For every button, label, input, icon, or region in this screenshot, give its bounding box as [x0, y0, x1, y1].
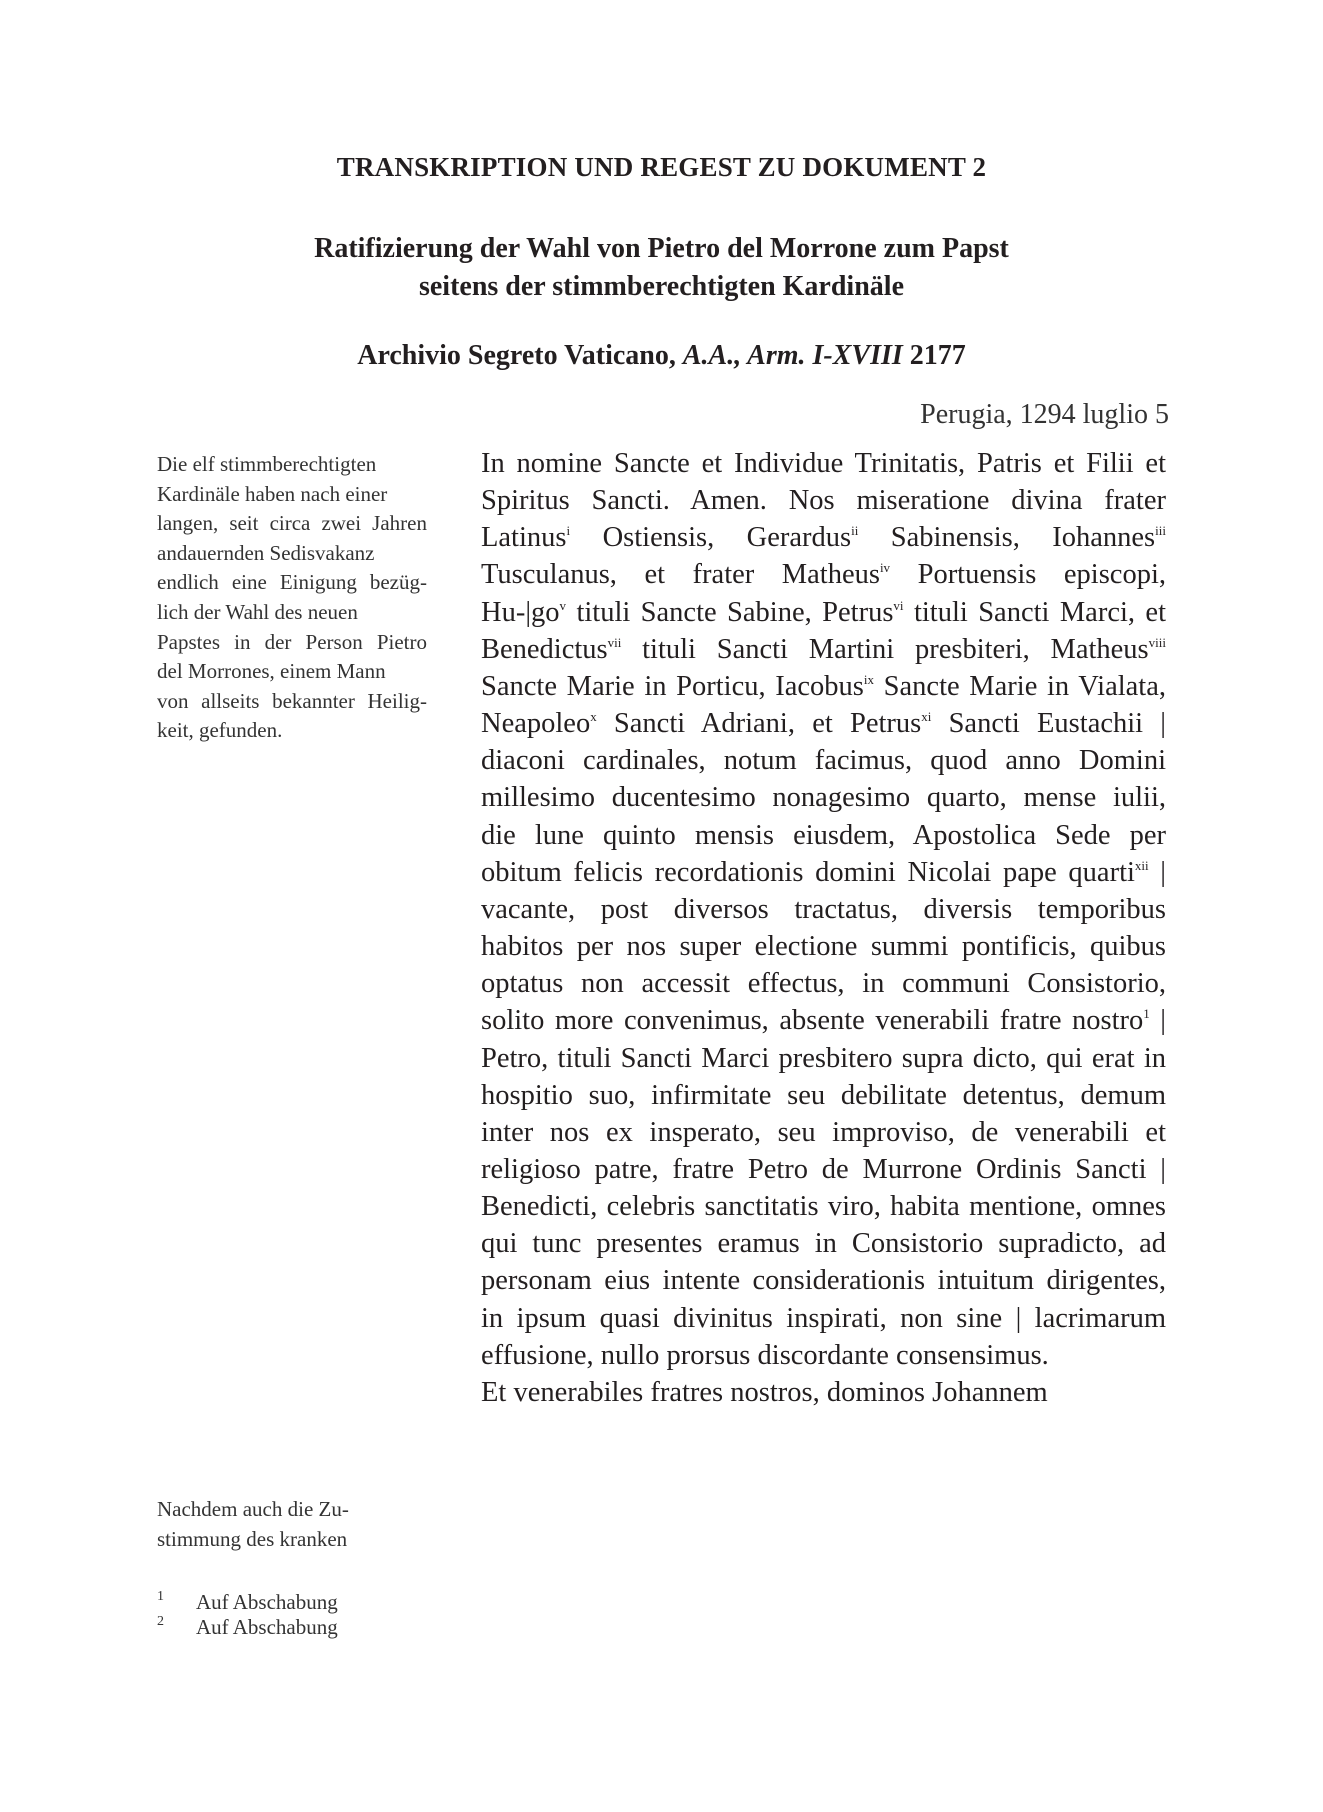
text-line: Spiritus Sancti. Amen. Nos miseratione divina frater: [481, 485, 1166, 517]
text-line: inter nos ex insperato, seu improviso, de venerabili et: [481, 1116, 1166, 1148]
regest-line: Nachdem auch die Zu-: [157, 1497, 349, 1521]
text-line: effusione, nullo prorsus discordante consensimus.: [481, 1339, 1049, 1371]
document-title-line-2: seitens der stimmberechtigten Kardinäle: [418, 271, 904, 302]
note-marker: iv: [879, 560, 891, 576]
transcription-text: [481, 445, 1166, 1411]
page-title: TRANSKRIPTION UND REGEST ZU DOKUMENT 2: [336, 152, 987, 182]
text-line: in ipsum quasi divinitus inspirati, non sine | lacrimarum: [481, 1302, 1166, 1334]
regest-line: Papstes in der Person Pietro: [157, 629, 427, 654]
regest-line: andauernden Sedisvakanz: [157, 540, 375, 565]
note-marker: xi: [921, 709, 932, 725]
text-line: hospitio suo, infirmitate seu debilitate detentus, demum: [481, 1079, 1166, 1111]
archive-reference: [0, 340, 1323, 372]
text-line: diaconi cardinales, notum facimus, quod anno Domini: [481, 745, 1166, 777]
archive-name: Archivio Segreto Vaticano,: [357, 340, 676, 371]
footnote-text: Auf Abschabung: [196, 1615, 338, 1639]
text-line: vacante, post diversos tractatus, diversis temporibus: [481, 893, 1166, 925]
regest-line: lich der Wahl des neuen: [157, 599, 358, 624]
text-line: optatus non accessit effectus, in communi Consistorio,: [481, 968, 1166, 1000]
regest-line: endlich eine Einigung bezüg-: [157, 570, 427, 595]
regest-margin-note-1: [157, 450, 427, 746]
footnote-marker: 1: [1143, 1006, 1150, 1022]
footnote-number: 1: [157, 1589, 164, 1604]
note-marker: ii: [851, 523, 859, 539]
regest-margin-note-2: [157, 1495, 427, 1554]
text-line: solito more convenimus, absente venerabili fratre nostro$^1$ |: [481, 1005, 1166, 1037]
note-marker: vi: [893, 597, 904, 613]
footnote: [157, 1590, 338, 1615]
document-title-line-1: Ratifizierung der Wahl von Pietro del Morrone zum Papst: [314, 233, 1009, 264]
footnote-text: Auf Abschabung: [196, 1590, 338, 1614]
text-line: Latinus$^i$ Ostiensis, Gerardus$^{ii}$ Sabinensis, Iohannes$^{iii}$: [481, 522, 1166, 554]
text-line: Benedicti, celebris sanctitatis viro, habita mentione, omnes: [481, 1191, 1166, 1223]
note-marker: x: [590, 709, 597, 725]
text-line: millesimo ducentesimo nonagesimo quarto, mense iulii,: [481, 782, 1166, 814]
document-title: [0, 230, 1323, 306]
note-marker: xii: [1134, 857, 1149, 873]
text-line: qui tunc presentes eramus in Consistorio supradicto, ad: [481, 1228, 1166, 1260]
text-line: religioso patre, fratre Petro de Murrone Ordinis Sancti |: [481, 1153, 1166, 1185]
text-line: Sancte Marie in Porticu, Iacobus$^{ix}$ Sancte Marie in Vialata,: [481, 670, 1166, 702]
footnotes: [157, 1590, 338, 1640]
note-marker: vii: [607, 634, 622, 650]
regest-line: stimmung des kranken: [157, 1526, 348, 1551]
archive-number: 2177: [909, 340, 966, 371]
text-line: Petro, tituli Sancti Marci presbitero supra dicto, qui erat in: [481, 1042, 1166, 1074]
text-line: Benedictus$^{vii}$ tituli Sancti Martini presbiteri, Matheus$^{viii}$: [481, 633, 1166, 665]
text-line: die lune quinto mensis eiusdem, Apostolica Sede per: [481, 819, 1166, 851]
regest-line: langen, seit circa zwei Jahren: [157, 511, 427, 536]
text-line: personam eius intente considerationis intuitum dirigentes,: [481, 1265, 1166, 1297]
text-line: Tusculanus, et frater Matheus$^{iv}$ Portuensis episcopi,: [481, 559, 1166, 591]
regest-line: von allseits bekannter Heilig-: [157, 688, 427, 713]
note-marker: i: [566, 523, 571, 539]
place-date: Perugia, 1294 luglio 5: [920, 399, 1169, 430]
text-line: Neapoleo$^x$ Sancti Adriani, et Petrus$^{xi}$ Sancti Eustachii |: [481, 708, 1166, 740]
note-marker: v: [559, 597, 567, 613]
text-line: habitos per nos super electione summi pontificis, quibus: [481, 931, 1166, 963]
text-line: In nomine Sancte et Individue Trinitatis, Patris et Filii et: [481, 448, 1166, 479]
regest-line: Die elf stimmberechtigten: [157, 452, 377, 476]
regest-line: keit, gefunden.: [157, 718, 283, 743]
text-line: obitum felicis recordationis domini Nicolai pape quarti$^{xii}$ |: [481, 856, 1166, 888]
footnote-number: 2: [157, 1614, 164, 1629]
regest-line: del Morrones, einem Mann: [157, 659, 386, 684]
note-marker: iii: [1155, 523, 1166, 539]
footnote: [157, 1615, 338, 1640]
archive-fonds: A.A., Arm. I-XVIII: [682, 340, 903, 371]
regest-line: Kardinäle haben nach einer: [157, 481, 388, 506]
text-line: Et venerabiles fratres nostros, dominos Johannem: [481, 1376, 1048, 1408]
note-marker: ix: [863, 671, 875, 687]
text-line: $Hu-|go^v$ tituli Sancte Sabine, Petrus$^{vi}$ tituli Sancti Marci, et: [481, 596, 1166, 628]
note-marker: viii: [1148, 634, 1166, 650]
